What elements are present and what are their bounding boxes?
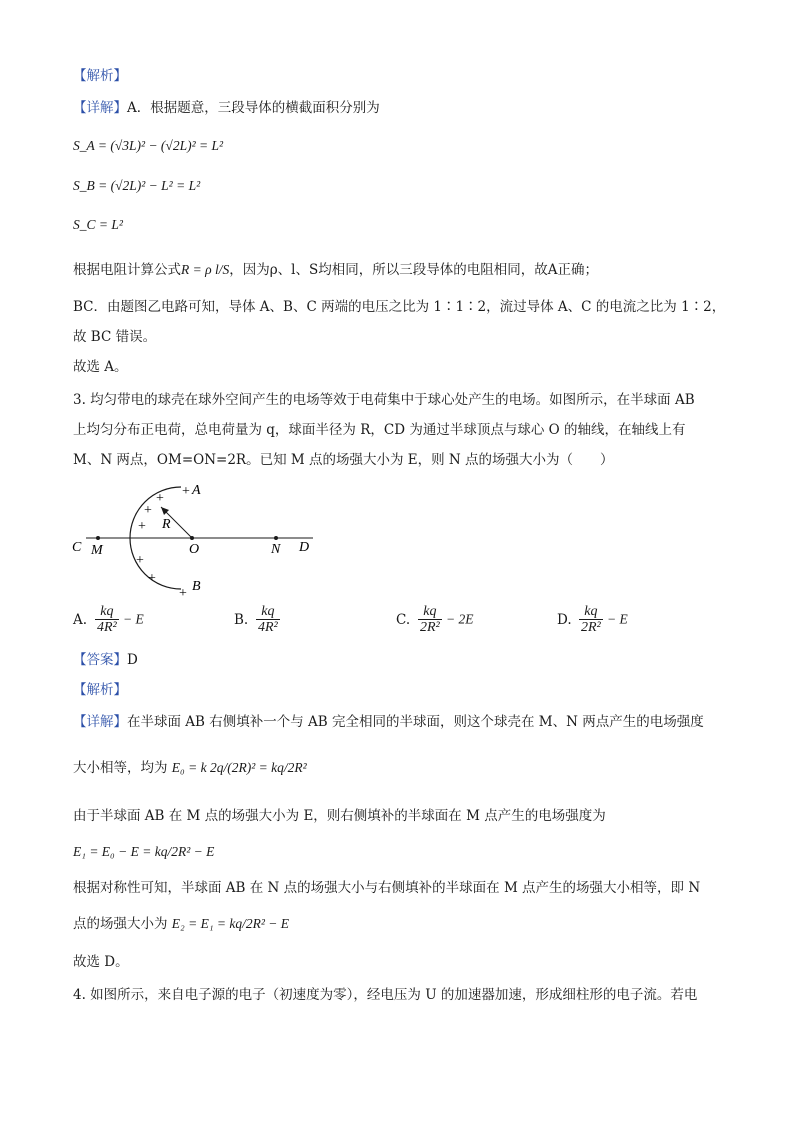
q3-stem-1: 3. 均匀带电的球壳在球外空间产生的电场等效于电荷集中于球心处产生的电场。如图所示，在半球面 AB	[73, 392, 695, 408]
plus-4: +	[138, 519, 146, 534]
q3-detail-5: 根据对称性可知，半球面 AB 在 N 点的场强大小与右侧填补的半球面在 M 点产生的场强大小相等，即 N	[73, 880, 701, 896]
plus-1: +	[182, 484, 190, 499]
hemisphere-figure	[68, 476, 328, 606]
eq-sb: S_B = (√2L)² − L² = L²	[73, 178, 201, 193]
detail-line-a: 【详解】A．根据题意，三段导体的横截面积分别为	[73, 100, 380, 116]
option-a[interactable]: A. $\frac{kq}{\text{4R²}}$ − E	[73, 604, 144, 635]
e1-equation: E₁ = E₀ − E = kq/2R² − E	[73, 844, 215, 859]
label-a: A	[192, 483, 201, 498]
label-n: N	[271, 542, 281, 557]
answer-line	[73, 650, 138, 670]
label-c: C	[72, 540, 82, 555]
answer-value: D	[127, 652, 138, 668]
label-d: D	[299, 540, 310, 555]
resist-line: 根据电阻计算公式R = ρ l/S，因为ρ、l、S均相同，所以三段导体的电阻相同，故A正确；	[73, 262, 598, 278]
label-o: O	[189, 542, 200, 557]
bc-line-1: BC．由题图乙电路可知，导体 A、B、C 两端的电压之比为 1∶1∶2，流过导体 A、C 的电流之比为 1∶2，	[73, 299, 726, 315]
q3-detail-2: 大小相等，均为 E₀ = k 2q/(2R)² = kq/2R²	[73, 760, 307, 776]
choose-a: 故选 A。	[73, 359, 128, 375]
q3-detail-6: 点的场强大小为 E₂ = E₁ = kq/2R² − E	[73, 916, 290, 932]
plus-3: +	[144, 503, 152, 518]
analysis-tag: 【解析】	[73, 68, 127, 84]
detail-tag: 【详解】	[73, 100, 127, 116]
q3-detail-3: 由于半球面 AB 在 M 点的场强大小为 E，则右侧填补的半球面在 M 点产生的电场强度为	[73, 808, 606, 824]
plus-6: +	[148, 571, 156, 586]
q3-detail-1: 【详解】在半球面 AB 右侧填补一个与 AB 完全相同的半球面，则这个球壳在 M、N 两点产生的电场强度	[73, 714, 704, 730]
plus-7: +	[179, 586, 187, 601]
bc-line-2: 故 BC 错误。	[73, 329, 157, 345]
label-r: R	[162, 517, 171, 532]
q3-detail-tag: 【详解】	[73, 714, 127, 730]
eq-sa: S_A = (√3L)² − (√2L)² = L²	[73, 138, 224, 153]
q3-stem-3: M、N 两点，OM=ON=2R。已知 M 点的场强大小为 E，则 N 点的场强大小为（ ）	[73, 452, 614, 468]
option-b[interactable]: B. $\frac{kq}{\text{4R²}}$	[234, 604, 278, 635]
label-b: B	[192, 579, 201, 594]
option-c[interactable]: C. $\frac{kq}{\text{2R²}}$ − 2E	[396, 604, 474, 635]
q4-stem-1: 4. 如图所示，来自电子源的电子（初速度为零），经电压为 U 的加速器加速，形成细柱形的电子流。若电	[73, 987, 698, 1003]
label-m: M	[91, 543, 103, 558]
point-n-dot	[274, 536, 278, 540]
point-o-dot	[190, 536, 194, 540]
e2-equation: E₂ = E₁ = kq/2R² − E	[171, 916, 290, 931]
resist-formula: R = ρ l/S	[181, 262, 230, 277]
plus-2: +	[156, 491, 164, 506]
q3-stem-2: 上均匀分布正电荷，总电荷量为 q，球面半径为 R，CD 为通过半球顶点与球心 O 的轴线，在轴线上有	[73, 422, 686, 438]
answer-tag: 【答案】	[73, 652, 127, 668]
point-m-dot	[96, 536, 100, 540]
choose-d: 故选 D。	[73, 954, 129, 970]
e0-equation: E₀ = k 2q/(2R)² = kq/2R²	[171, 760, 307, 775]
q3-analysis-tag: 【解析】	[73, 682, 127, 698]
option-d[interactable]: D. $\frac{kq}{\text{2R²}}$ − E	[557, 604, 628, 635]
plus-5: +	[136, 553, 144, 568]
eq-sc: S_C = L²	[73, 217, 123, 232]
